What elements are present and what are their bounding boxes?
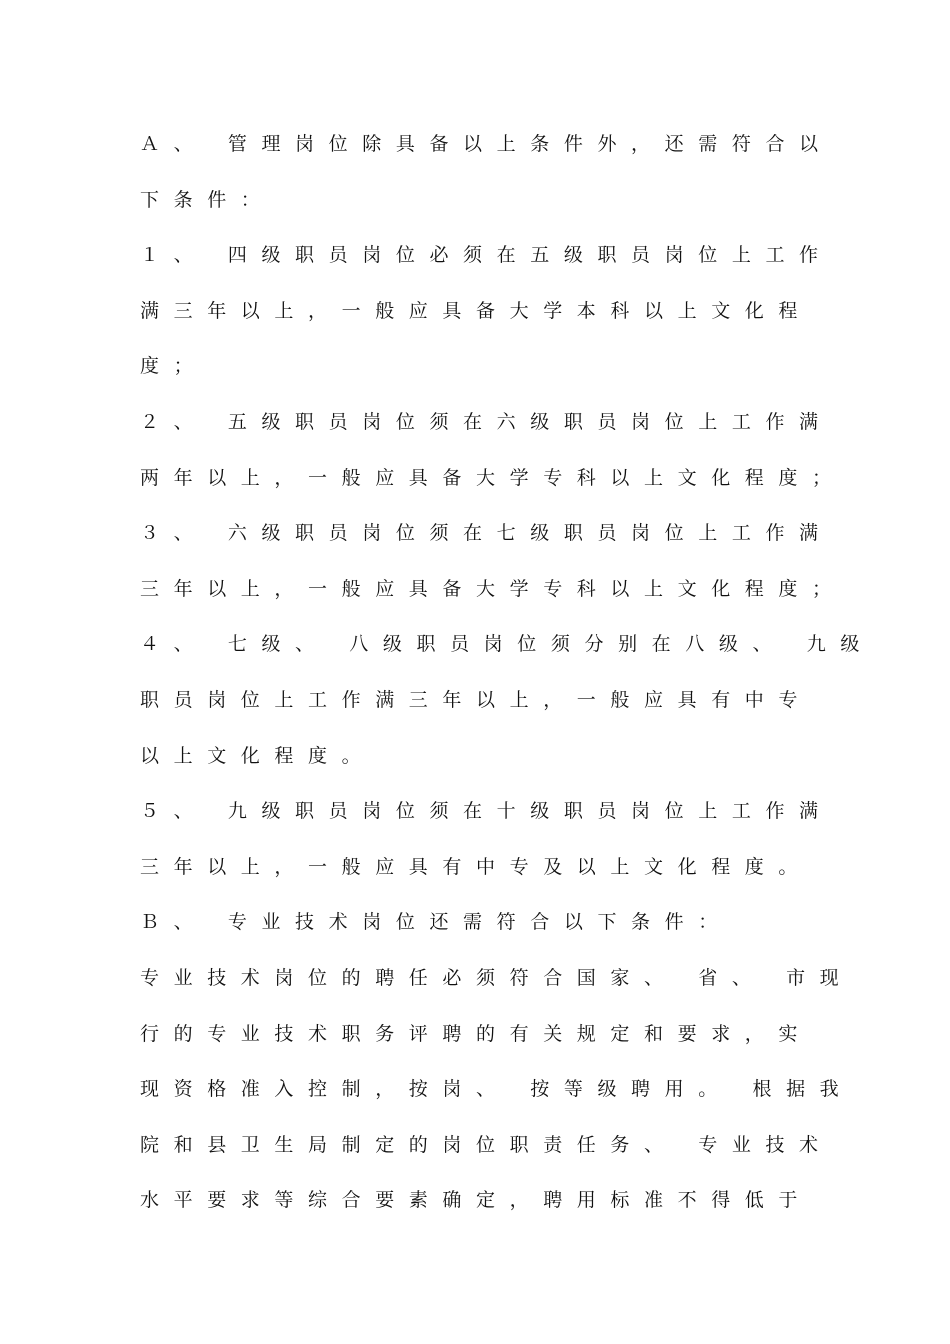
text-line: 三年以上，一般应具备大学专科以上文化程度；: [140, 577, 846, 600]
text-line: 行的专业技术职务评聘的有关规定和要求，实: [140, 1022, 813, 1045]
text-line: 现资格准入控制，按岗、 按等级聘用。 根据我: [140, 1078, 854, 1101]
text-line: 专业技术岗位的聘任必须符合国家、 省、 市现: [140, 966, 854, 989]
text-line: ５、 九级职员岗位须在十级职员岗位上工作满: [140, 800, 833, 823]
text-line: １、 四级职员岗位必须在五级职员岗位上工作: [140, 244, 833, 267]
text-line: 院和县卫生局制定的岗位职责任务、 专业技术: [140, 1133, 833, 1156]
text-line: 两年以上，一般应具备大学专科以上文化程度；: [140, 466, 846, 489]
text-line: ４、 七级、 八级职员岗位须分别在八级、 九级: [140, 633, 874, 656]
text-line: ３、 六级职员岗位须在七级职员岗位上工作满: [140, 522, 833, 545]
text-line: 下条件：: [140, 188, 275, 211]
text-line: Ｂ、 专业技术岗位还需符合以下条件：: [140, 911, 732, 934]
text-line: ２、 五级职员岗位须在六级职员岗位上工作满: [140, 410, 833, 433]
text-line: 水平要求等综合要素确定，聘用标准不得低于: [140, 1189, 813, 1212]
text-line: 三年以上，一般应具有中专及以上文化程度。: [140, 855, 813, 878]
text-line: 以上文化程度。: [140, 744, 376, 767]
text-line: 职员岗位上工作满三年以上，一般应具有中专: [140, 688, 813, 711]
text-line: 满三年以上，一般应具备大学本科以上文化程: [140, 299, 813, 322]
text-line: 度；: [140, 355, 208, 378]
document-body: [140, 117, 874, 1229]
text-line: Ａ、 管理岗位除具备以上条件外，还需符合以: [140, 133, 833, 155]
